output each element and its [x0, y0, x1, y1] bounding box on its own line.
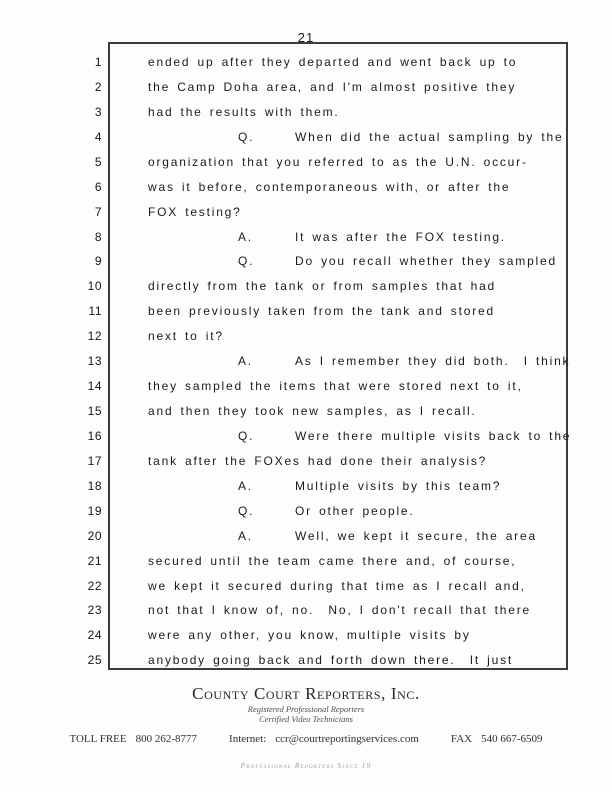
line-text — [148, 230, 506, 244]
line-number: 18 — [87, 478, 102, 493]
line-number: 25 — [87, 653, 102, 668]
transcript-line — [0, 80, 612, 105]
footer-contact-line — [0, 733, 612, 745]
footer-tagline-reporters: Registered Professional Reporters — [247, 704, 365, 714]
line-text — [148, 80, 516, 94]
line-body: organization that you referred to as the U.N. occur- — [148, 154, 528, 169]
line-body: the Camp Doha area, and I'm almost positive they — [148, 79, 517, 94]
transcript-line — [0, 404, 612, 429]
line-body: anybody going back and forth down there. It just — [148, 653, 514, 668]
line-body: Well, we kept it secure, the area — [295, 528, 537, 543]
line-body: been previously taken from the tank and stored — [148, 304, 495, 319]
company-name: County Court Reporters, Inc. — [192, 684, 420, 703]
line-text — [148, 55, 517, 69]
line-text — [148, 554, 516, 568]
line-text — [148, 479, 501, 493]
transcript-line — [0, 254, 612, 279]
line-text — [148, 379, 523, 393]
line-text — [148, 155, 528, 169]
internet-address: ccr@courtreportingservices.com — [275, 733, 419, 745]
line-number: 13 — [87, 354, 102, 369]
line-body: directly from the tank or from samples that had — [148, 279, 497, 294]
transcript-line — [0, 379, 612, 404]
page-number: 21 — [297, 30, 315, 45]
internet-label: Internet: — [229, 733, 267, 745]
toll-free-label: TOLL FREE — [69, 733, 127, 745]
transcript-line — [0, 130, 612, 155]
line-number: 24 — [87, 628, 102, 643]
line-number: 22 — [87, 578, 102, 593]
transcript-line — [0, 628, 612, 653]
speaker-label: A. — [238, 528, 253, 543]
line-body: ended up after they departed and went back up to — [148, 55, 518, 69]
transcript-line — [0, 529, 612, 554]
footer — [0, 684, 612, 770]
line-body: It was after the FOX testing. — [295, 229, 506, 244]
line-text — [148, 579, 526, 593]
line-number: 20 — [87, 528, 102, 543]
transcript-line — [0, 155, 612, 180]
line-text — [148, 205, 242, 219]
line-body: As I remember they did both. I think — [295, 354, 571, 369]
transcript-line — [0, 454, 612, 479]
line-number: 6 — [94, 179, 102, 194]
line-body: was it before, contemporaneous with, or after the — [148, 179, 511, 194]
line-text — [148, 354, 570, 368]
transcript-line — [0, 329, 612, 354]
transcript-line — [0, 429, 612, 454]
transcript-line — [0, 205, 612, 230]
line-body: secured until the team came there and, of course, — [148, 553, 517, 568]
line-text — [148, 404, 477, 418]
line-number: 7 — [94, 204, 102, 219]
transcript-line — [0, 603, 612, 628]
line-number: 14 — [87, 379, 102, 394]
line-text — [148, 304, 495, 318]
line-body: were any other, you know, multiple visits by — [148, 628, 471, 643]
line-number: 15 — [87, 404, 102, 419]
toll-free-number: 800 262-8777 — [135, 733, 198, 745]
line-number: 21 — [87, 553, 102, 568]
fax-label: FAX — [450, 733, 473, 745]
line-number: 2 — [94, 79, 102, 94]
transcript-line — [0, 579, 612, 604]
footer-tagline-video: Certified Video Technicians — [259, 714, 353, 724]
line-number: 8 — [94, 229, 102, 244]
footer-motto: Professional Reporters Since 19 — [240, 761, 372, 770]
line-text — [148, 504, 415, 518]
transcript-line — [0, 653, 612, 678]
line-text — [148, 628, 471, 642]
line-number: 12 — [87, 329, 102, 344]
line-text — [148, 279, 496, 293]
line-text — [148, 603, 531, 617]
transcript-line — [0, 230, 612, 255]
line-body: not that I know of, no. No, I don't recall that there — [148, 603, 531, 618]
speaker-label: Q. — [238, 428, 255, 443]
transcript-line — [0, 479, 612, 504]
line-text — [148, 653, 513, 667]
line-text — [148, 329, 224, 343]
transcript-line — [0, 279, 612, 304]
speaker-label: Q. — [238, 254, 255, 269]
line-number: 16 — [87, 428, 102, 443]
transcript-line — [0, 304, 612, 329]
line-number: 4 — [94, 129, 102, 144]
transcript-line — [0, 180, 612, 205]
line-number: 11 — [88, 304, 102, 319]
line-text — [148, 180, 510, 194]
line-text — [148, 105, 340, 119]
transcript-line — [0, 504, 612, 529]
line-number: 1 — [94, 55, 102, 69]
line-text — [148, 254, 557, 268]
line-text — [148, 529, 537, 543]
line-number: 17 — [87, 453, 102, 468]
line-text — [148, 429, 571, 443]
line-body: Were there multiple visits back to the — [295, 428, 572, 443]
line-number: 19 — [87, 503, 102, 518]
speaker-label: A. — [238, 478, 253, 493]
line-number: 5 — [94, 154, 102, 169]
line-body: FOX testing? — [148, 204, 242, 219]
speaker-label: Q. — [238, 129, 255, 144]
line-text — [148, 130, 563, 144]
line-number: 10 — [87, 279, 102, 294]
line-body: When did the actual sampling by the — [295, 129, 564, 144]
speaker-label: Q. — [238, 503, 255, 518]
line-number: 23 — [87, 603, 102, 618]
line-body: we kept it secured during that time as I recall and, — [148, 578, 526, 593]
line-body: tank after the FOXes had done their analysis? — [148, 453, 488, 468]
speaker-label: A. — [238, 229, 253, 244]
line-body: Multiple visits by this team? — [295, 478, 502, 493]
transcript-line — [0, 105, 612, 130]
line-text — [148, 454, 487, 468]
line-body: next to it? — [148, 329, 224, 344]
line-body: they sampled the items that were stored next to it, — [148, 379, 523, 394]
transcript-line — [0, 354, 612, 379]
line-body: had the results with them. — [148, 104, 340, 119]
line-body: and then they took new samples, as I recall. — [148, 404, 477, 419]
fax-number: 540 667-6509 — [481, 733, 543, 745]
line-number: 9 — [94, 254, 102, 269]
line-body: Do you recall whether they sampled — [295, 254, 557, 269]
speaker-label: A. — [238, 354, 253, 369]
transcript-line — [0, 55, 612, 80]
line-number: 3 — [94, 104, 102, 119]
line-body: Or other people. — [295, 503, 415, 518]
transcript-line — [0, 554, 612, 579]
